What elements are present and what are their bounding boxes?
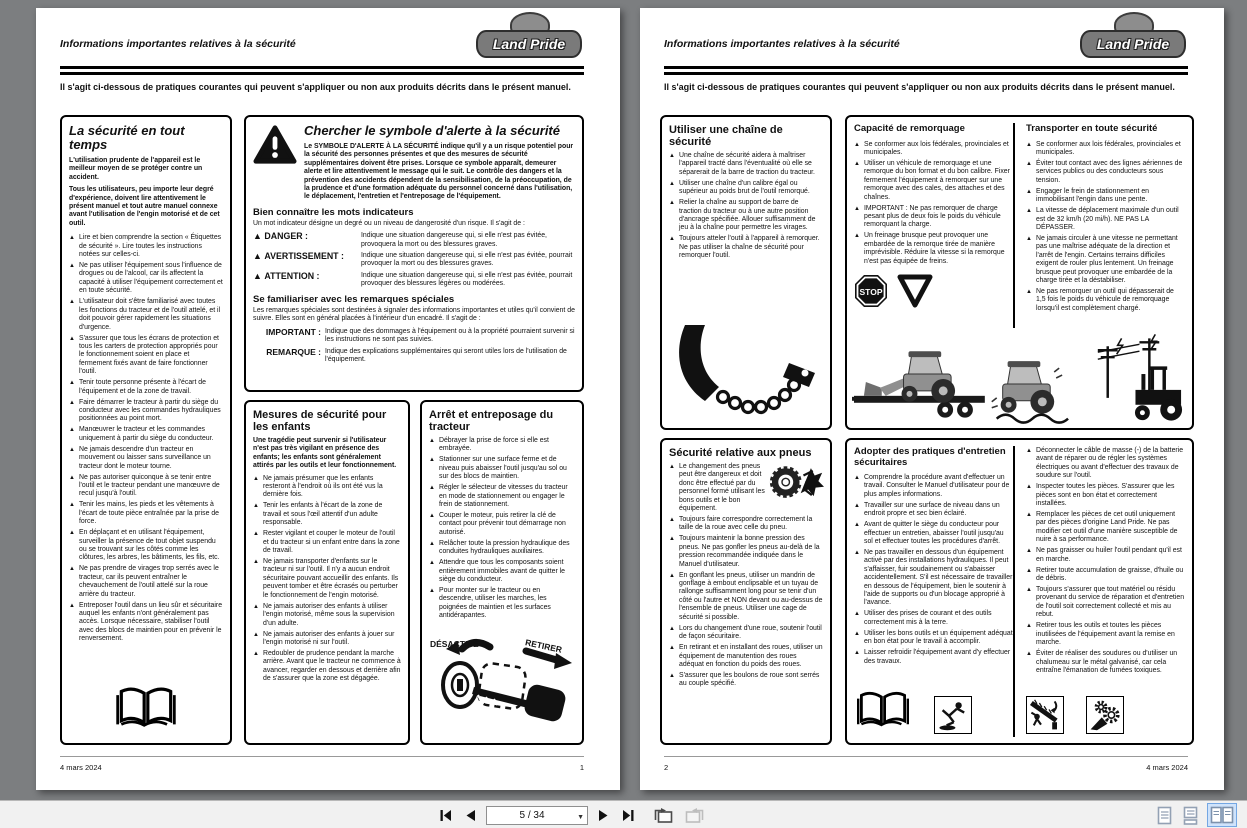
signal-word-row bbox=[253, 252, 575, 269]
safety-bullet: ▲ Retirer tous les outils et toutes les pièces inutilisées de l'équipement avant la remise en marche. bbox=[1026, 622, 1185, 647]
safety-bullet: ▲ Stationner sur une surface ferme et de niveau puis abaisser l'outil jusqu'au sol ou sur des blocs de maintien. bbox=[429, 456, 575, 481]
safety-bullet: ▲ Utiliser un véhicule de remorquage et une remorque du bon format et du bon calibre. Fixer fermement l'équipement à remorquer sur une remorque avec des cales, des attaches et des chaînes. bbox=[854, 160, 1013, 202]
signal-word-row bbox=[253, 272, 575, 289]
crush-hazard-icon bbox=[1026, 696, 1064, 734]
safety-bullet: ▲ Se conformer aux lois fédérales, provinciales et municipales. bbox=[1026, 141, 1185, 158]
signal-word-list bbox=[253, 232, 575, 288]
safety-bullet: ▲ En gonflant les pneus, utiliser un mandrin de gonflage à embout enclipsable et un tuyau de rallonge suffisamment long pour se tenir d'un côté ou l'autre et NON devant ou au-dessus de l'ensemble de pneus. Utiliser une cage de sécurité si possible. bbox=[669, 572, 823, 622]
box-title: Chercher le symbole d'alerte à la sécurité bbox=[304, 123, 560, 138]
signal-term: ▲ AVERTISSEMENT : bbox=[253, 252, 361, 269]
safety-bullet: ▲ Lire et bien comprendre la section « Étiquettes de sécurité ». Lire toutes les instructions notées sur celles-ci. bbox=[69, 234, 223, 259]
footer-rule bbox=[664, 756, 1188, 757]
safety-bullet: ▲ Toujours s'assurer que tout matériel ou résidu provenant du service de réparation et d'entretien de l'outil soit correctement collecté et mis au rebut. bbox=[1026, 586, 1185, 620]
bullet-list bbox=[429, 437, 575, 621]
safety-bullet: ▲ L'utilisateur doit s'être familiarisé avec toutes les fonctions du tracteur et de l'outil attelé, et il doit pouvoir gérer rapidement les situations d'urgence. bbox=[69, 298, 223, 332]
bullet-list bbox=[69, 234, 223, 646]
safety-bullet: ▲ Ne jamais descendre d'un tracteur en mouvement ou laisser sans surveillance un tracteur dont le moteur tourne. bbox=[69, 446, 223, 471]
safety-bullet: ▲ Toujours maintenir la bonne pression des pneus. Ne pas gonfler les pneus au-delà de la pression recommandée indiquée dans le Manuel d'utilisateur. bbox=[669, 535, 823, 569]
safety-bullet: ▲ Ne pas remorquer un outil qui dépasserait de 1,5 fois le poids du véhicule de remorquage lorsqu'il est complètement chargé. bbox=[1026, 288, 1185, 313]
signal-description: Indique une situation dangereuse qui, si elle n'est pas évitée, provoquera la mort ou des blessures graves. bbox=[361, 232, 547, 248]
note-term: REMARQUE : bbox=[266, 346, 321, 357]
land-pride-logo bbox=[476, 12, 582, 64]
note-term: IMPORTANT : bbox=[265, 326, 321, 337]
safety-bullet: ▲ Entreposer l'outil dans un lieu sûr et sécuritaire auquel les enfants n'ont généralement pas accès. Lorsque nécessaire, stabiliser l'outil avec des blocs de maintien pour en prévenir le renversement. bbox=[69, 602, 223, 644]
note-list bbox=[253, 328, 575, 365]
safety-bullet: ▲ Utiliser les bons outils et un équipement adéquat en bon état pour le travail à accomplir. bbox=[854, 630, 1013, 647]
box-title: Capacité de remorquage bbox=[854, 123, 965, 134]
note-description: Indique que des dommages à l'équipement ou à la propriété pourraient survenir si les instructions ne sont pas suivies. bbox=[325, 327, 575, 343]
bullet-list bbox=[1026, 447, 1185, 678]
lead-paragraph: Tous les utilisateurs, peu importe leur degré d'expérience, doivent lire attentivement le présent manuel et tout autre manuel connexe avant l'utilisation de l'engin motorisé et de cet outil. bbox=[69, 186, 220, 227]
previous-page-button[interactable] bbox=[461, 805, 479, 825]
bullet-list bbox=[854, 474, 1013, 669]
read-manual-icon bbox=[69, 680, 223, 736]
safety-bullet: ▲ Utiliser une chaîne d'un calibre égal ou supérieur au poids brut de l'outil remorqué. bbox=[669, 180, 823, 197]
intro-text: Il s'agit ci-dessous de pratiques courantes qui peuvent s'appliquer ou non aux produits décrits dans le présent manuel. bbox=[60, 82, 571, 92]
continuous-view-button[interactable] bbox=[1181, 804, 1200, 827]
safety-bullet: ▲ Le changement des pneus peut être dangereux et doit donc être effectué par du personnel formé utilisant les bons outils et le bon équipement. bbox=[669, 463, 823, 513]
slip-hazard-icon bbox=[934, 696, 972, 734]
safety-bullet: ▲ Ne pas prendre de virages trop serrés avec le tracteur, car ils peuvent entraîner le chevauchement de l'outil attelé sur la roue arrière du tracteur. bbox=[69, 565, 223, 599]
safety-bullet: ▲ Ne jamais présumer que les enfants resteront à l'endroit où ils ont été vus la dernière fois. bbox=[253, 475, 401, 500]
safety-bullet: ▲ Régler le sélecteur de vitesses du tracteur en mode de stationnement ou engager le frein de stationnement. bbox=[429, 484, 575, 509]
box-securite-pneus bbox=[660, 438, 832, 745]
safety-bullet: ▲ Ne pas travailler en dessous d'un équipement activé par des installations hydrauliques. Il peut s'affaisser, fuir soudainement ou s'abaisser accidentellement. S'il est nécessaire de travailler en dessous de l'équipement, bien le soutenir à l'aide de supports ou d'un blocage approprié à l'avance. bbox=[854, 549, 1013, 608]
note-description: Indique des explications supplémentaires qui seront utiles lors de l'utilisation de l'équipement. bbox=[325, 347, 567, 364]
safety-bullet: ▲ S'assurer que les boulons de roue sont serrés au couple spécifié. bbox=[669, 672, 823, 689]
signal-description: Indique une situation dangereuse qui, si elle n'est pas évitée, pourrait provoquer la mort ou des blessures graves. bbox=[361, 252, 573, 268]
safety-bullet: ▲ Ne pas graisser ou huiler l'outil pendant qu'il est en marche. bbox=[1026, 547, 1185, 564]
intro-text: Il s'agit ci-dessous de pratiques courantes qui peuvent s'appliquer ou non aux produits décrits dans le présent manuel. bbox=[664, 82, 1175, 92]
bullet-list bbox=[669, 152, 823, 261]
safety-bullet: ▲ Toujours atteler l'outil à l'appareil à remorquer. Ne pas utiliser la chaîne de sécurité pour remorquer l'outil. bbox=[669, 235, 823, 260]
safety-bullet: ▲ Éviter de réaliser des soudures ou d'utiliser un chalumeau sur le métal galvanisé, car cela entraîne l'émanation de fumées toxiques. bbox=[1026, 650, 1185, 675]
viewer-toolbar bbox=[0, 800, 1247, 828]
footer-page-number: 1 bbox=[579, 763, 584, 772]
note-row bbox=[253, 328, 575, 345]
safety-bullet: ▲ Ne jamais transporter d'enfants sur le tracteur ni sur l'outil. Il n'y a aucun endroit sécuritaire pouvant accueillir des enfants. Ils peuvent tomber et être écrasés ou perturber le fonctionnement de l'engin motorisé. bbox=[253, 558, 401, 600]
safety-bullet: ▲ S'assurer que tous les écrans de protection et tous les carters de protection appropriés pour le fonctionnement soient en place et fermement fixés avant de faire fonctionner l'outil. bbox=[69, 335, 223, 377]
safety-bullet: ▲ En déplaçant et en utilisant l'équipement, surveiller la présence de tout objet suspendu ou se trouvant sur les côtés comme les clôtures, les arbres, les bâtiments, les fils, etc. bbox=[69, 529, 223, 563]
safety-bullet: ▲ Comprendre la procédure avant d'effectuer un travail. Consulter le Manuel d'utilisateur pour de plus amples informations. bbox=[854, 474, 1013, 499]
safety-bullet: ▲ Ne jamais autoriser des enfants à jouer sur l'engin motorisé ni sur l'outil. bbox=[253, 631, 401, 648]
page-number-field[interactable] bbox=[486, 806, 588, 825]
box-title: Arrêt et entreposage du tracteur bbox=[429, 409, 554, 433]
box-title: Utiliser une chaîne de sécurité bbox=[669, 124, 783, 148]
box-securite-enfants bbox=[244, 400, 410, 745]
footer-page-number: 2 bbox=[664, 763, 669, 772]
ignition-key-figure bbox=[428, 617, 576, 735]
safety-bullet: ▲ Lors du changement d'une roue, soutenir l'outil de façon sécuritaire. bbox=[669, 625, 823, 642]
last-page-button[interactable] bbox=[620, 805, 638, 825]
gear-entanglement-icon bbox=[1086, 696, 1124, 734]
safety-bullet: ▲ Toujours faire correspondre correctement la taille de la roue avec celle du pneu. bbox=[669, 516, 823, 533]
bullet-list bbox=[854, 141, 1013, 269]
stop-sign-icon bbox=[854, 274, 888, 313]
safety-bullet: ▲ Utiliser des prises de courant et des outils correctement mis à la terre. bbox=[854, 610, 1013, 627]
logo-text: Land Pride bbox=[1096, 36, 1170, 52]
safety-bullet: ▲ Tenir toute personne présente à l'écart de l'équipement et de la zone de travail. bbox=[69, 379, 223, 396]
safety-bullet: ▲ Redoubler de prudence pendant la marche arrière. Avant que le tracteur ne commence à avancer, regarder en dessous et derrière afin de s'assurer que la zone est dégagée. bbox=[253, 650, 401, 684]
safety-bullet: ▲ Retirer toute accumulation de graisse, d'huile ou de débris. bbox=[1026, 567, 1185, 584]
safety-bullet: ▲ Ne jamais circuler à une vitesse ne permettant pas une maîtrise adéquate de la direction et l'arrêt de l'engin. Certains terrains difficiles exigent de rouler plus lentement. Un freinage brusque peut provoquer une embardée de la charge tirée et la déstabiliser. bbox=[1026, 235, 1185, 285]
safety-bullet: ▲ Ne pas utiliser l'équipement sous l'influence de drogues ou de l'alcool, car ils affectent la capacité à utiliser l'équipement correctement et en toute sécurité. bbox=[69, 262, 223, 296]
safety-bullet: ▲ Débrayer la prise de force si elle est embrayée. bbox=[429, 437, 575, 454]
box-title: Sécurité relative aux pneus bbox=[669, 447, 812, 459]
lead-paragraph: L'utilisation prudente de l'appareil est le meilleur moyen de se protéger contre un accident. bbox=[69, 157, 203, 181]
next-view-button[interactable] bbox=[683, 805, 705, 825]
key-remove-label: RETIRER bbox=[524, 637, 563, 655]
page-indicator: 5 / 34 bbox=[519, 809, 545, 821]
safety-bullet: ▲ Déconnecter le câble de masse (-) de la batterie avant de réparer ou de régler les systèmes électriques ou avant d'effectuer des travaux de soudure sur l'outil. bbox=[1026, 447, 1185, 481]
lead-paragraph: Une tragédie peut survenir si l'utilisateur n'est pas très vigilant en présence des enfants; les enfants sont généralement attirés par les outils et leur fonctionnement. bbox=[253, 437, 397, 470]
box-symbole-alerte bbox=[244, 115, 584, 392]
subheading-mots-indicateurs: Bien connaître les mots indicateurs bbox=[253, 206, 414, 218]
box-securite-en-tout-temps bbox=[60, 115, 232, 745]
land-pride-logo bbox=[1080, 12, 1186, 64]
safety-bullet: ▲ La vitesse de déplacement maximale d'un outil est de 32 km/h (20 mi/h). NE PAS LA DÉPASSER. bbox=[1026, 207, 1185, 232]
single-page-view-button[interactable] bbox=[1155, 804, 1174, 827]
safety-bullet: ▲ En retirant et en installant des roues, utiliser un équipement de manutention des roues adéquat en fonction du poids des roues. bbox=[669, 644, 823, 669]
footer-date: 4 mars 2024 bbox=[60, 763, 102, 772]
box-title: Mesures de sécurité pour les enfants bbox=[253, 409, 387, 433]
column-divider bbox=[1013, 123, 1015, 328]
safety-bullet: ▲ Ne jamais autoriser des enfants à utiliser l'engin motorisé, même sous la supervision d'un adulte. bbox=[253, 603, 401, 628]
safety-bullet: ▲ Laisser refroidir l'équipement avant d'y effectuer des travaux. bbox=[854, 649, 1013, 666]
safety-bullet: ▲ Engager le frein de stationnement en immobilisant l'engin dans une pente. bbox=[1026, 188, 1185, 205]
safety-bullet: ▲ Tenir les enfants à l'écart de la zone de travail et sous l'œil attentif d'un adulte responsable. bbox=[253, 502, 401, 527]
safety-bullet: ▲ Attendre que tous les composants soient entièrement immobiles avant de quitter le siège du conducteur. bbox=[429, 559, 575, 584]
safety-bullet: ▲ Couper le moteur, puis retirer la clé de contact pour prévenir tout démarrage non autorisé. bbox=[429, 512, 575, 537]
next-page-button[interactable] bbox=[595, 805, 613, 825]
svg-text:STOP: STOP bbox=[859, 286, 883, 297]
box-arret-entreposage bbox=[420, 400, 584, 745]
page-header-title: Informations importantes relatives à la sécurité bbox=[60, 38, 296, 50]
chevron-down-icon: ▼ bbox=[577, 813, 584, 821]
bullet-list bbox=[669, 463, 823, 689]
document-page-1 bbox=[36, 8, 620, 790]
key-removal-icon bbox=[428, 617, 578, 735]
footer-rule bbox=[60, 756, 584, 757]
yield-sign-icon bbox=[896, 274, 934, 313]
column-divider bbox=[1013, 446, 1015, 737]
logo-text: Land Pride bbox=[492, 36, 566, 52]
symbole-body: Le SYMBOLE D'ALERTE À LA SÉCURITÉ indique qu'il y a un risque potentiel pour la sécurité des personnes présentes et que des mesures de sécurité supplémentaires doivent être prises. Lorsque ce symbole apparaît, demeurer alerte et lire attentivement le message qui le suit. Le contrôle des dangers et la prévention des accidents dépendent de la sensibilisation, de la préoccupation, de la prudence et d'une formation adéquate du personnel concerné dans l'utilisation, le déplacement, l'entretien et l'entreposage de l'équipement. bbox=[304, 143, 574, 201]
safety-bullet: ▲ Se conformer aux lois fédérales, provinciales et municipales. bbox=[854, 141, 1013, 158]
box-remorquage-transport bbox=[845, 115, 1194, 430]
header-double-rule bbox=[60, 66, 584, 75]
page-header-title: Informations importantes relatives à la sécurité bbox=[664, 38, 900, 50]
safety-bullet: ▲ Faire démarrer le tracteur à partir du siège du conducteur avec les commandes hydrauliques positionnées au point mort. bbox=[69, 399, 223, 424]
safety-bullet: ▲ Pour monter sur le tracteur ou en descendre, utiliser les marches, les poignées de maintien et les surfaces antidérapantes. bbox=[429, 587, 575, 621]
mots-intro: Un mot indicateur désigne un degré ou un niveau de dangerosité d'un risque. Il s'agit de : bbox=[253, 219, 525, 227]
box-title: Adopter des pratiques d'entretien sécuritaires bbox=[854, 446, 1006, 468]
bullet-list bbox=[253, 475, 401, 684]
remarques-intro: Les remarques spéciales sont destinées à signaler des informations importantes et utiles qu'il convient de suivre. Elles sont en général placées à l'intérieur d'un encadré. Il s'agit de : bbox=[253, 306, 575, 323]
signal-term: ▲ ATTENTION : bbox=[253, 272, 361, 289]
safety-alert-triangle-icon bbox=[253, 124, 297, 202]
previous-view-button[interactable] bbox=[653, 805, 675, 825]
view-history-group bbox=[653, 805, 705, 825]
box-entretien-securitaire bbox=[845, 438, 1194, 745]
safety-bullet: ▲ Avant de quitter le siège du conducteur pour effectuer un entretien, abaisser l'outil jusqu'au sol et effectuer toutes les procédures d'arrêt. bbox=[854, 521, 1013, 546]
safety-bullet: ▲ Tenir les mains, les pieds et les vêtements à l'écart de toute pièce entraînée par la prise de force. bbox=[69, 501, 223, 526]
safety-bullet: ▲ Relâcher toute la pression hydraulique des conduites hydrauliques auxiliaires. bbox=[429, 540, 575, 557]
bullet-list bbox=[1026, 141, 1185, 316]
safety-bullet: ▲ Ne pas autoriser quiconque à se tenir entre l'outil et le tracteur pendant une manœuvre de recul jusqu'à l'outil. bbox=[69, 474, 223, 499]
towing-illustrations bbox=[852, 332, 1187, 424]
safety-bullet: ▲ Rester vigilant et couper le moteur de l'outil et du tracteur si un enfant entre dans la zone de travail. bbox=[253, 530, 401, 555]
box-title: Transporter en toute sécurité bbox=[1026, 123, 1158, 134]
safety-bullet: ▲ Manœuvrer le tracteur et les commandes uniquement à partir du siège du conducteur. bbox=[69, 426, 223, 443]
safety-chain-figure bbox=[667, 323, 825, 424]
header-double-rule bbox=[664, 66, 1188, 75]
note-row bbox=[253, 348, 575, 365]
key-off-label: DÉSACTIVÉ bbox=[430, 639, 479, 649]
box-chaine-securite bbox=[660, 115, 832, 430]
page-layout-group bbox=[1155, 801, 1237, 828]
safety-bullet: ▲ Travailler sur une surface de niveau dans un endroit propre et sec bien éclairé. bbox=[854, 502, 1013, 519]
safety-bullet: ▲ IMPORTANT : Ne pas remorquer de charge pesant plus de deux fois le poids du véhicule remorquant la charge. bbox=[854, 205, 1013, 230]
signal-term: ▲ DANGER : bbox=[253, 232, 361, 249]
signal-description: Indique une situation dangereuse qui, si elle n'est pas évitée, pourrait provoquer des blessures légères ou modérées. bbox=[361, 271, 573, 288]
box-title: La sécurité en tout temps bbox=[69, 123, 185, 152]
safety-bullet: ▲ Relier la chaîne au support de barre de traction du tracteur ou à une autre position d'ancrage spécifiée. Allouer suffisamment de jeu à la chaîne pour permettre les virages. bbox=[669, 199, 823, 233]
safety-bullet: ▲ Remplacer les pièces de cet outil uniquement par des pièces d'origine Land Pride. Ne pas modifier cet outil d'une manière susceptible de nuire à sa performance. bbox=[1026, 511, 1185, 545]
subheading-remarques: Se familiariser avec les remarques spéciales bbox=[253, 293, 455, 305]
page-navigation-group bbox=[436, 801, 705, 828]
document-page-2 bbox=[640, 8, 1224, 790]
first-page-button[interactable] bbox=[436, 805, 454, 825]
signal-word-row bbox=[253, 232, 575, 249]
read-manual-icon bbox=[854, 689, 912, 734]
safety-bullet: ▲ Un freinage brusque peut provoquer une embardée de la remorque tirée de manière imprévisible. Réduire la vitesse si la remorque n'est pas équipée de freins. bbox=[854, 232, 1013, 266]
safety-bullet: ▲ Éviter tout contact avec des lignes aériennes de services publics ou des conducteurs sous tension. bbox=[1026, 160, 1185, 185]
two-page-view-button[interactable] bbox=[1207, 803, 1237, 827]
safety-bullet: ▲ Inspecter toutes les pièces. S'assurer que les pièces sont en bon état et correctement installées. bbox=[1026, 483, 1185, 508]
safety-bullet: ▲ Une chaîne de sécurité aidera à maîtriser l'appareil tracté dans l'éventualité où elle se séparerait de la barre de traction du tracteur. bbox=[669, 152, 823, 177]
footer-date: 4 mars 2024 bbox=[1146, 763, 1188, 772]
